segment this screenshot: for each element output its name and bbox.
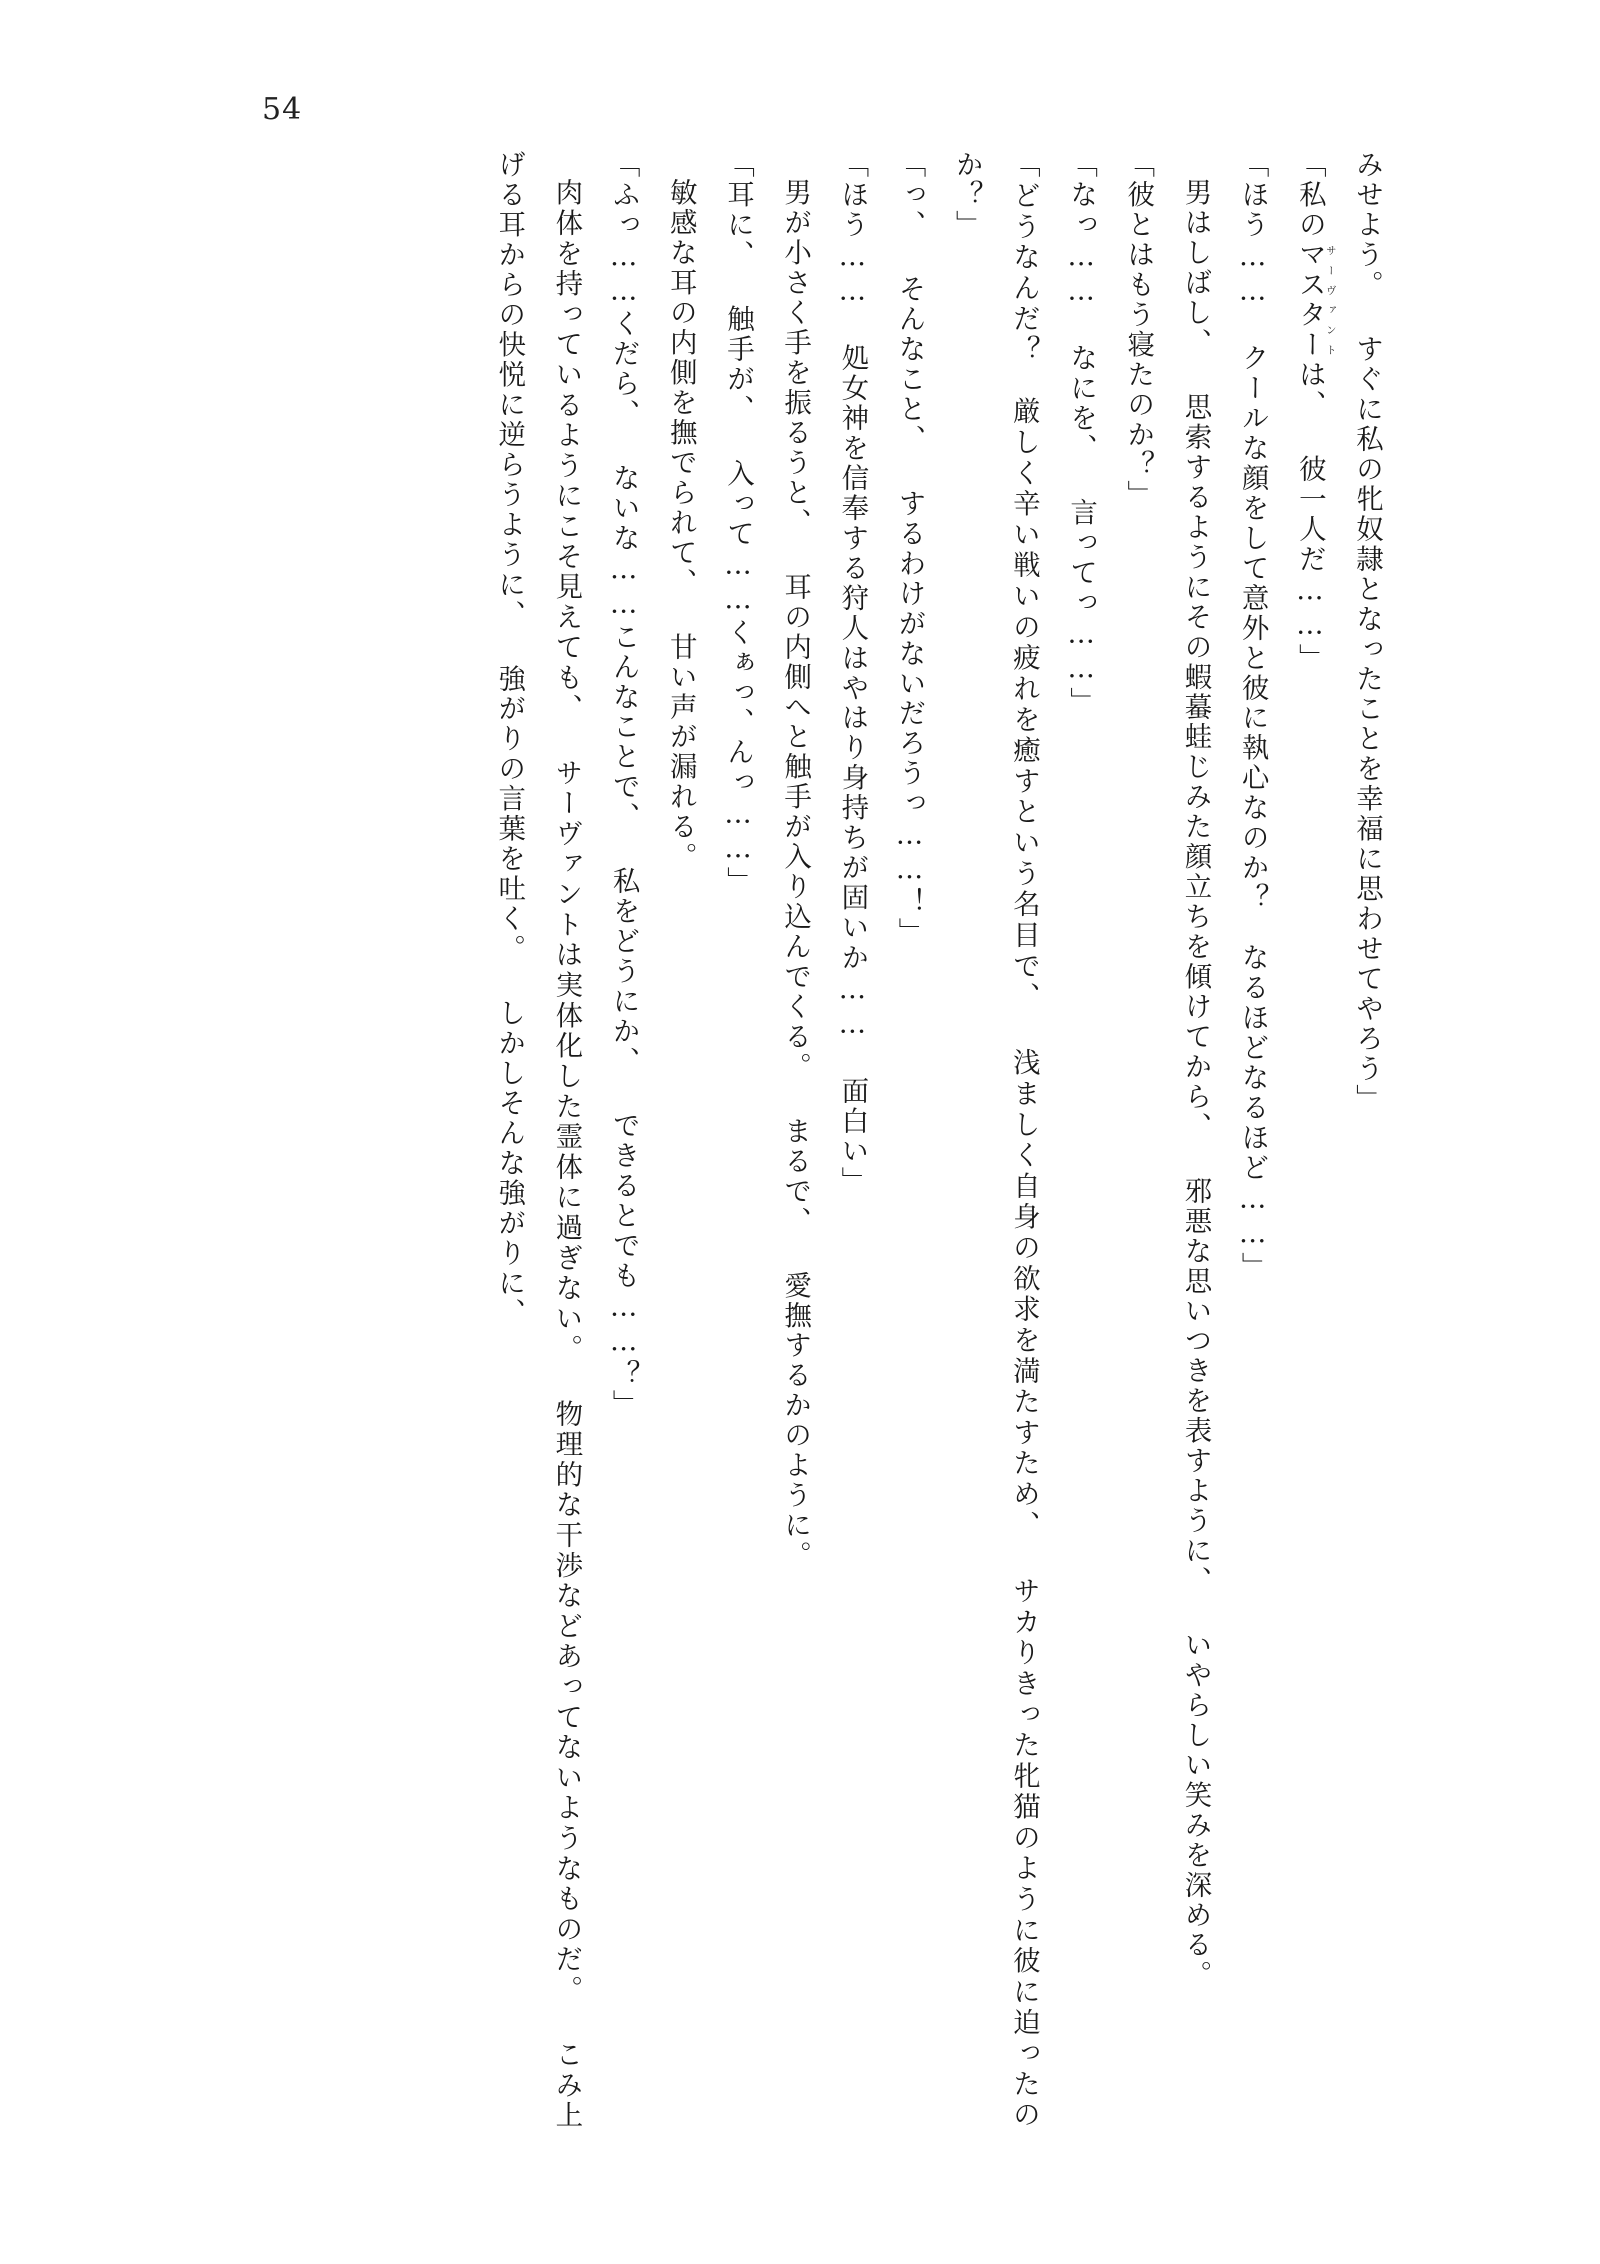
dialogue-open-quote: 「	[1293, 150, 1326, 180]
paragraph-with-ruby	[1281, 150, 1338, 2130]
paragraph: 男が小さく手を振るうと、 耳の内側へと触手が入り込んでくる。 まるで、 愛撫するかのように。	[779, 177, 812, 1570]
paragraph: 「なっ…… なにを、 言ってっ……」	[1065, 150, 1098, 717]
paragraph: 「ほう…… 処女神を信奉する狩人はやはり身持ちが固いか…… 面白い」	[836, 150, 869, 1197]
ruby-annotation: サーヴァント	[1323, 239, 1336, 360]
page-number: 54	[262, 92, 303, 127]
vertical-text-body	[215, 150, 1395, 2130]
paragraph: みせよう。 すぐに私の牝奴隷となったことを幸福に思わせてやろう」	[1351, 150, 1383, 1114]
ruby-servant	[1293, 239, 1336, 360]
paragraph-text-pre: 私の	[1293, 179, 1326, 240]
paragraph: 「どうなんだ？ 厳しく辛い戦いの疲れを癒すという名目で、 浅ましく自身の欲求を満たすため、 サカりきった牝猫のように彼に迫ったのか？」	[950, 150, 1040, 2130]
paragraph: 「ほう…… クールな顔をして意外と彼に執心なのか？ なるほどなるほど……」	[1236, 150, 1269, 1282]
paragraph: 敏感な耳の内側を撫でられて、 甘い声が漏れる。	[664, 177, 697, 872]
ruby-base: マスター	[1293, 239, 1326, 360]
paragraph: 男はしばし、 思索するようにその蝦蟇蛙じみた顔立ちを傾けてから、 邪悪な思いつきを表すように、 いやらしい笑みを深める。	[1179, 177, 1212, 1990]
paragraph-text-post: は、 彼一人だ……」	[1293, 359, 1326, 674]
paragraph: 肉体を持っているようにこそ見えても、 サーヴァントは実体化した霊体に過ぎない。 物理的な干渉などあってないようなものだ。 こみ上げる耳からの快悦に逆らうように、 強がりの言葉を吐く。 しかしそんな強がりに、	[493, 150, 583, 2130]
paragraph: 「ふっ……くだら、 ないな……こんなことで、 私をどうにか、 できるとでも……？」	[607, 150, 640, 1420]
paragraph: 「っ、 そんなこと、 するわけがないだろうっ……！」	[893, 150, 926, 948]
paragraph: 「彼とはもう寝たのか？」	[1122, 150, 1155, 510]
paragraph: 「耳に、 触手が、 入って……くぁっ、んっ……」	[721, 150, 754, 897]
